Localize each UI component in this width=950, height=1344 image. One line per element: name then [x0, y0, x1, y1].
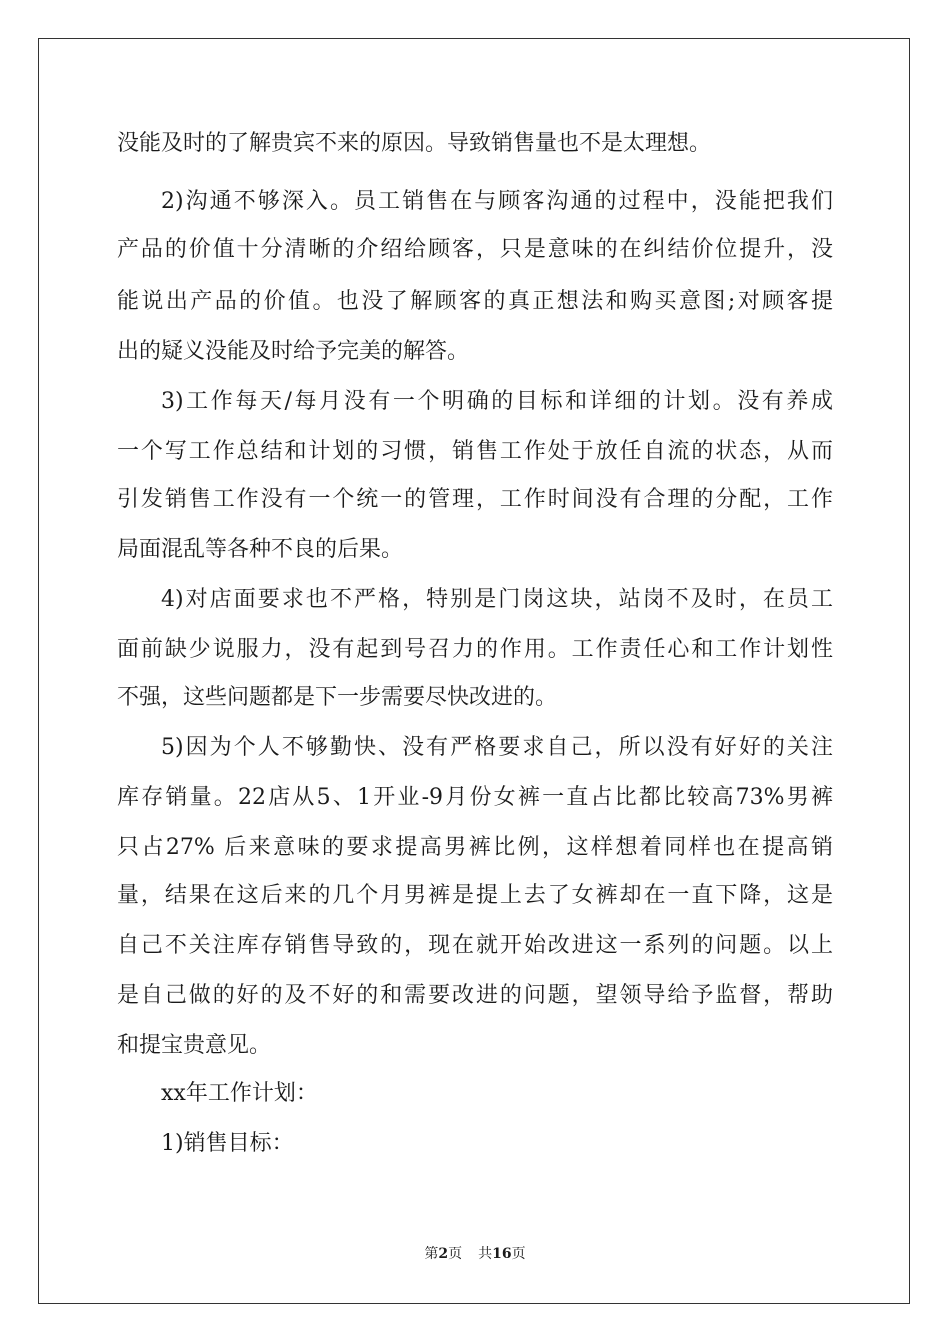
total-prefix: 共	[478, 1246, 493, 1262]
paragraph-line: 4)对店面要求也不严格，特别是门岗这块，站岗不及时，在员工	[161, 587, 833, 612]
subsection-heading: 1)销售目标：	[161, 1131, 294, 1156]
paragraph-line: 没能及时的了解贵宾不来的原因。导致销售量也不是太理想。	[117, 131, 712, 156]
section-heading: xx年工作计划：	[161, 1081, 318, 1106]
paragraph-line: 库存销量。22店从5、1开业-9月份女裤一直占比都比较高73%男裤	[117, 785, 833, 810]
paragraph-line: 面前缺少说服力，没有起到号召力的作用。工作责任心和工作计划性	[117, 637, 833, 662]
paragraph-line: 2)沟通不够深入。员工销售在与顾客沟通的过程中，没能把我们	[161, 189, 833, 214]
total-pages: 16	[492, 1246, 512, 1262]
paragraph-line: 引发销售工作没有一个统一的管理，工作时间没有合理的分配，工作	[117, 487, 833, 512]
paragraph-line: 3)工作每天/每月没有一个明确的目标和详细的计划。没有养成	[161, 389, 833, 414]
paragraph-line: 量，结果在这后来的几个月男裤是提上去了女裤却在一直下降，这是	[117, 883, 833, 908]
page-prefix: 第	[424, 1246, 439, 1262]
paragraph-line: 出的疑义没能及时给予完美的解答。	[117, 339, 470, 364]
paragraph-line: 是自己做的好的及不好的和需要改进的问题，望领导给予监督，帮助	[117, 983, 833, 1008]
paragraph-line: 自己不关注库存销售导致的，现在就开始改进这一系列的问题。以上	[117, 933, 833, 958]
paragraph-line: 只占27% 后来意味的要求提高男裤比例，这样想着同样也在提高销	[117, 835, 833, 860]
paragraph-line: 局面混乱等各种不良的后果。	[117, 537, 404, 562]
paragraph-line: 不强，这些问题都是下一步需要尽快改进的。	[117, 685, 558, 710]
page-footer	[0, 1244, 950, 1264]
total-suffix: 页	[511, 1246, 526, 1262]
page-border	[38, 38, 910, 1304]
paragraph-line: 5)因为个人不够勤快、没有严格要求自己，所以没有好好的关注	[161, 735, 833, 760]
paragraph-line: 产品的价值十分清晰的介绍给顾客，只是意味的在纠结价位提升，没	[117, 237, 833, 262]
paragraph-line: 能说出产品的价值。也没了解顾客的真正想法和购买意图;对顾客提	[117, 289, 833, 314]
paragraph-line: 一个写工作总结和计划的习惯，销售工作处于放任自流的状态，从而	[117, 439, 833, 464]
page-number: 2	[438, 1246, 449, 1262]
paragraph-line: 和提宝贵意见。	[117, 1033, 272, 1058]
page-suffix: 页	[448, 1246, 463, 1262]
